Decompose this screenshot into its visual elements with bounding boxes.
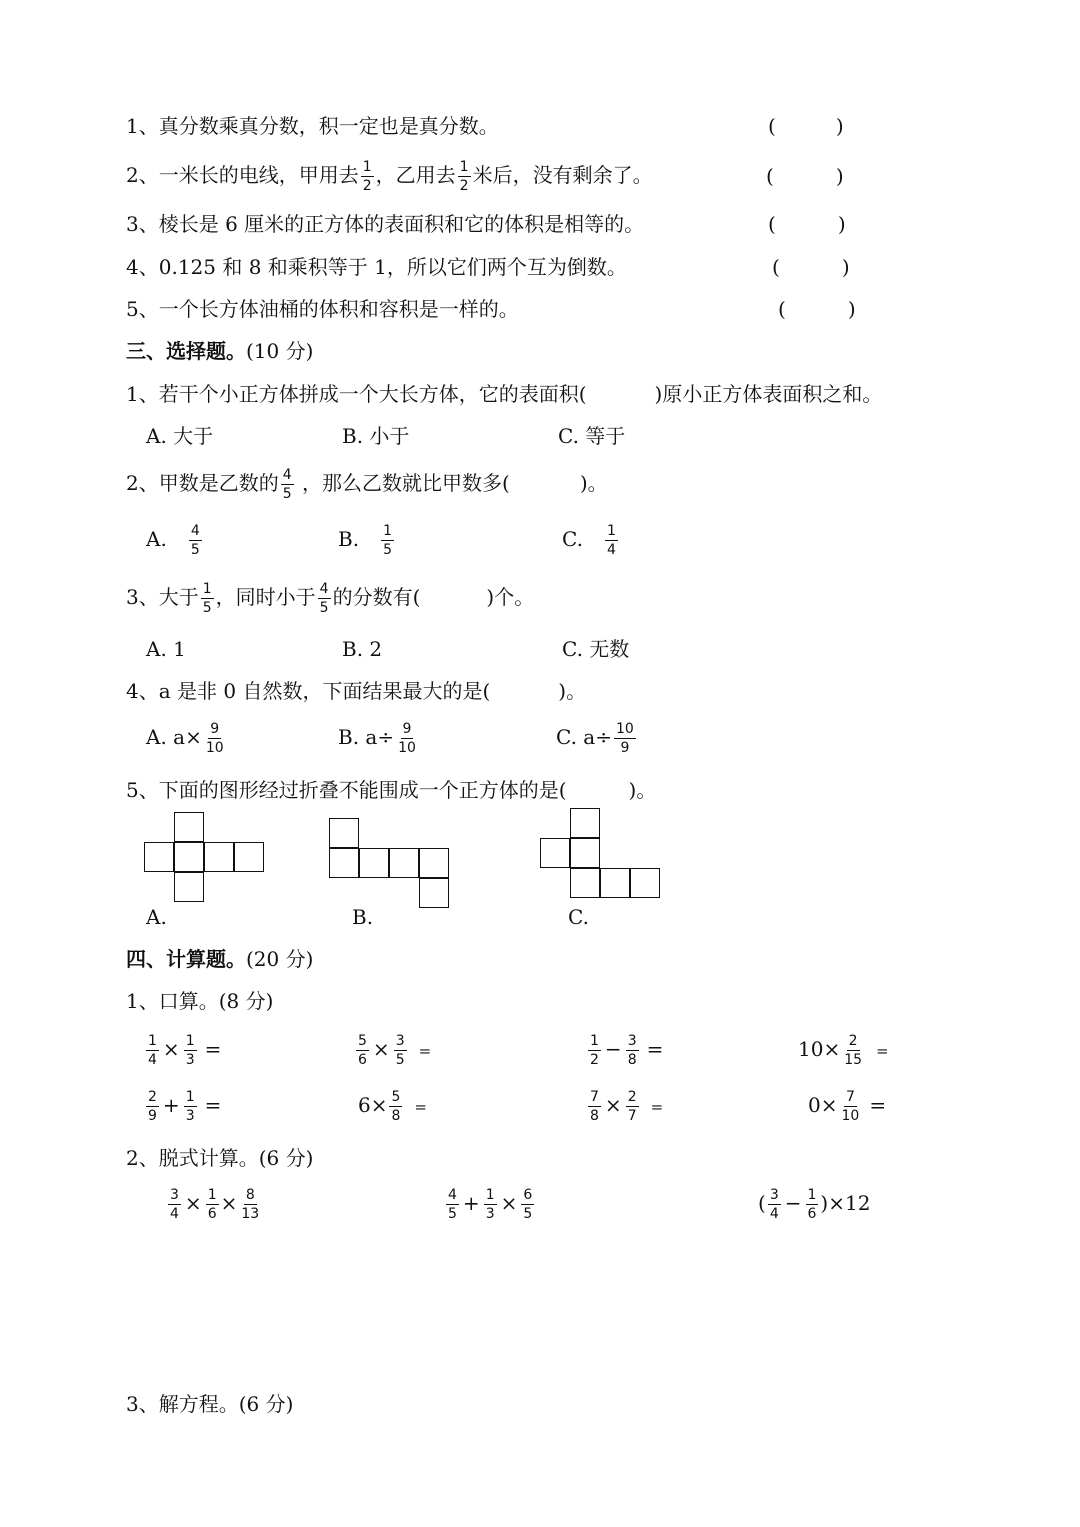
mc-option[interactable]: B. 小于: [342, 424, 410, 448]
oral-problem: 6× $\frac{5}{8}$ =: [358, 1089, 427, 1124]
fraction: $\frac{1}{2}$: [362, 159, 372, 194]
section-heading: 三、选择题。(10 分): [126, 339, 314, 363]
mc-question-3: 3、大于 $\frac{1}{5}$ ，同时小于 $\frac{4}{5}$ 的分数有( )个。: [126, 581, 535, 616]
mc-option[interactable]: C. 等于: [558, 424, 626, 448]
fraction: $\frac{4}{5}$: [282, 467, 292, 502]
answer-blank[interactable]: ( ): [778, 297, 856, 321]
cube-net-b[interactable]: [329, 818, 451, 910]
mc-question-5: 5、下面的图形经过折叠不能围成一个正方体的是( )。: [126, 778, 657, 802]
step-problem: $\frac{3}{4}$ × $\frac{1}{6}$ × $\frac{8}{13}$: [170, 1187, 260, 1222]
fraction: $\frac{1}{2}$: [459, 159, 469, 194]
tf-item-4: 4、0.125 和 8 和乘积等于 1，所以它们两个互为倒数。: [126, 255, 627, 279]
fraction: $\frac{4}{5}$: [190, 523, 200, 558]
fraction: $\frac{10}{9}$: [616, 721, 634, 756]
mc-option[interactable]: A. 大于: [146, 424, 214, 448]
fraction: $\frac{9}{10}$: [398, 721, 416, 756]
fraction: $\frac{1}{4}$: [606, 523, 616, 558]
mc-option[interactable]: A. a× $\frac{9}{10}$: [146, 721, 224, 756]
cube-net-a[interactable]: [144, 812, 266, 904]
oral-problem: $\frac{7}{8}$ × $\frac{2}{7}$ =: [590, 1089, 664, 1124]
mc-option[interactable]: C. $\frac{1}{4}$: [562, 523, 616, 558]
subsection-oral: 1、口算。(8 分): [126, 989, 274, 1013]
tf-item-3: 3、棱长是 6 厘米的正方体的表面积和它的体积是相等的。: [126, 212, 645, 236]
tf-item-1: 1、真分数乘真分数，积一定也是真分数。: [126, 114, 499, 138]
answer-blank[interactable]: ( ): [768, 114, 844, 138]
oral-problem: 0× $\frac{7}{10}$ =: [808, 1089, 887, 1124]
mc-option[interactable]: C. a÷ $\frac{10}{9}$: [556, 721, 634, 756]
mc-option[interactable]: B. 2: [342, 637, 383, 661]
mc-question-4: 4、a 是非 0 自然数，下面结果最大的是( )。: [126, 679, 587, 703]
tf-item-5: 5、一个长方体油桶的体积和容积是一样的。: [126, 297, 519, 321]
oral-problem: $\frac{1}{4}$ × $\frac{1}{3}$ =: [148, 1033, 222, 1068]
answer-blank[interactable]: ( ): [766, 164, 844, 188]
oral-problem: 10× $\frac{2}{15}$ =: [798, 1033, 889, 1068]
subsection-step-calc: 2、脱式计算。(6 分): [126, 1146, 314, 1170]
tf-item-2: 2、一米长的电线，甲用去 $\frac{1}{2}$ ，乙用去 $\frac{1}{2}$ 米后，没有剩余了。: [126, 159, 653, 194]
oral-problem: $\frac{1}{2}$ − $\frac{3}{8}$ =: [590, 1033, 664, 1068]
mc-option[interactable]: A. 1: [146, 637, 186, 661]
fraction: $\frac{1}{5}$: [202, 581, 212, 616]
mc-option[interactable]: B. $\frac{1}{5}$: [338, 523, 392, 558]
oral-problem: $\frac{2}{9}$ + $\frac{1}{3}$ =: [148, 1089, 222, 1124]
subsection-equations: 3、解方程。(6 分): [126, 1392, 294, 1416]
step-problem: ( $\frac{3}{4}$ − $\frac{1}{6}$ )×12: [758, 1187, 871, 1222]
mc-option[interactable]: C. 无数: [562, 637, 630, 661]
section-heading: 四、计算题。(20 分): [126, 947, 314, 971]
step-problem: $\frac{4}{5}$ + $\frac{1}{3}$ × $\frac{6}{5}$: [448, 1187, 533, 1222]
mc-option[interactable]: A.: [146, 905, 167, 929]
mc-option[interactable]: A. $\frac{4}{5}$: [146, 523, 200, 558]
answer-blank[interactable]: ( ): [772, 255, 850, 279]
answer-blank[interactable]: ( ): [768, 212, 846, 236]
oral-problem: $\frac{5}{6}$ × $\frac{3}{5}$ =: [358, 1033, 432, 1068]
fraction: $\frac{1}{5}$: [383, 523, 392, 558]
cube-net-c[interactable]: [540, 808, 662, 900]
mc-question-2: 2、甲数是乙数的 $\frac{4}{5}$ ，那么乙数就比甲数多( )。: [126, 467, 608, 502]
fraction: $\frac{9}{10}$: [205, 721, 224, 756]
mc-option[interactable]: C.: [568, 905, 589, 929]
fraction: $\frac{4}{5}$: [319, 581, 329, 616]
mc-option[interactable]: B. a÷ $\frac{9}{10}$: [338, 721, 416, 756]
mc-question-1: 1、若干个小正方体拼成一个大长方体，它的表面积( )原小正方体表面积之和。: [126, 382, 883, 406]
mc-option[interactable]: B.: [352, 905, 374, 929]
